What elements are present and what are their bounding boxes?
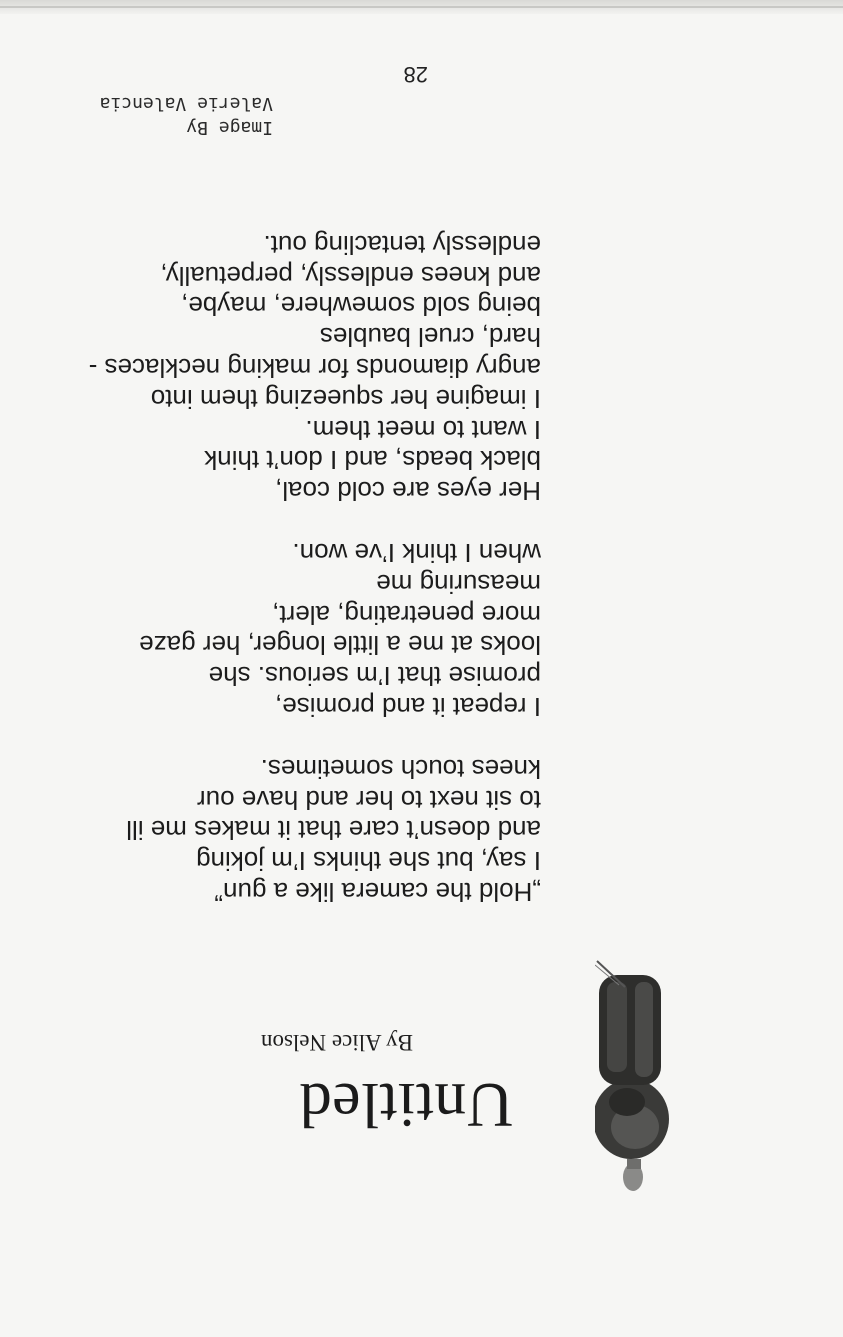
poem-line: looks at me a little longer, her gaze [139, 630, 541, 661]
poem-line: to sit next to her and have our [197, 784, 541, 815]
page-edge-divider [0, 6, 843, 8]
poem-line: I say, but she thinks I’m joking [196, 846, 541, 877]
stanza [71, 229, 541, 506]
poem-line: measuring me [376, 568, 541, 599]
poem-line: hard, cruel baubles [319, 322, 541, 353]
poem-line: endlessly tentacling out. [263, 229, 541, 260]
poem-line: when I think I’ve won. [292, 538, 541, 569]
poem-body [71, 198, 541, 907]
stanza [71, 753, 541, 907]
poem-line: angry diamonds for making necklaces - [88, 353, 541, 384]
image-credit [100, 91, 273, 139]
credit-label: Image By [186, 117, 273, 138]
poem-line: I imagine her squeezing them into [150, 383, 541, 414]
poem-line: black beads, and I don’t think [204, 445, 541, 476]
credit-name: Valerie Valencia [99, 93, 273, 114]
figure-photo [595, 957, 675, 1197]
stanza [71, 537, 541, 722]
page-number: 28 [403, 62, 428, 87]
poem-line: „Hold the camera like a gun” [214, 877, 541, 907]
poem-line: and knees endlessly, perpetually, [160, 260, 541, 291]
poem-line: more penetrating, alert, [272, 599, 541, 630]
poem-line: knees touch sometimes. [260, 753, 541, 784]
poem-line: I want to meet them. [305, 414, 541, 445]
poem-line: Her eyes are cold coal, [275, 476, 541, 507]
page-title: Untitled [299, 1070, 513, 1141]
poem-line: I repeat it and promise, [275, 692, 541, 723]
poem-line: promise that I’m serious. she [208, 661, 541, 692]
poem-line: and doesn’t care that it makes me ill [126, 815, 541, 846]
author-byline: By Alice Nelson [260, 1030, 413, 1055]
poem-line: being sold somewhere, maybe, [181, 291, 541, 322]
